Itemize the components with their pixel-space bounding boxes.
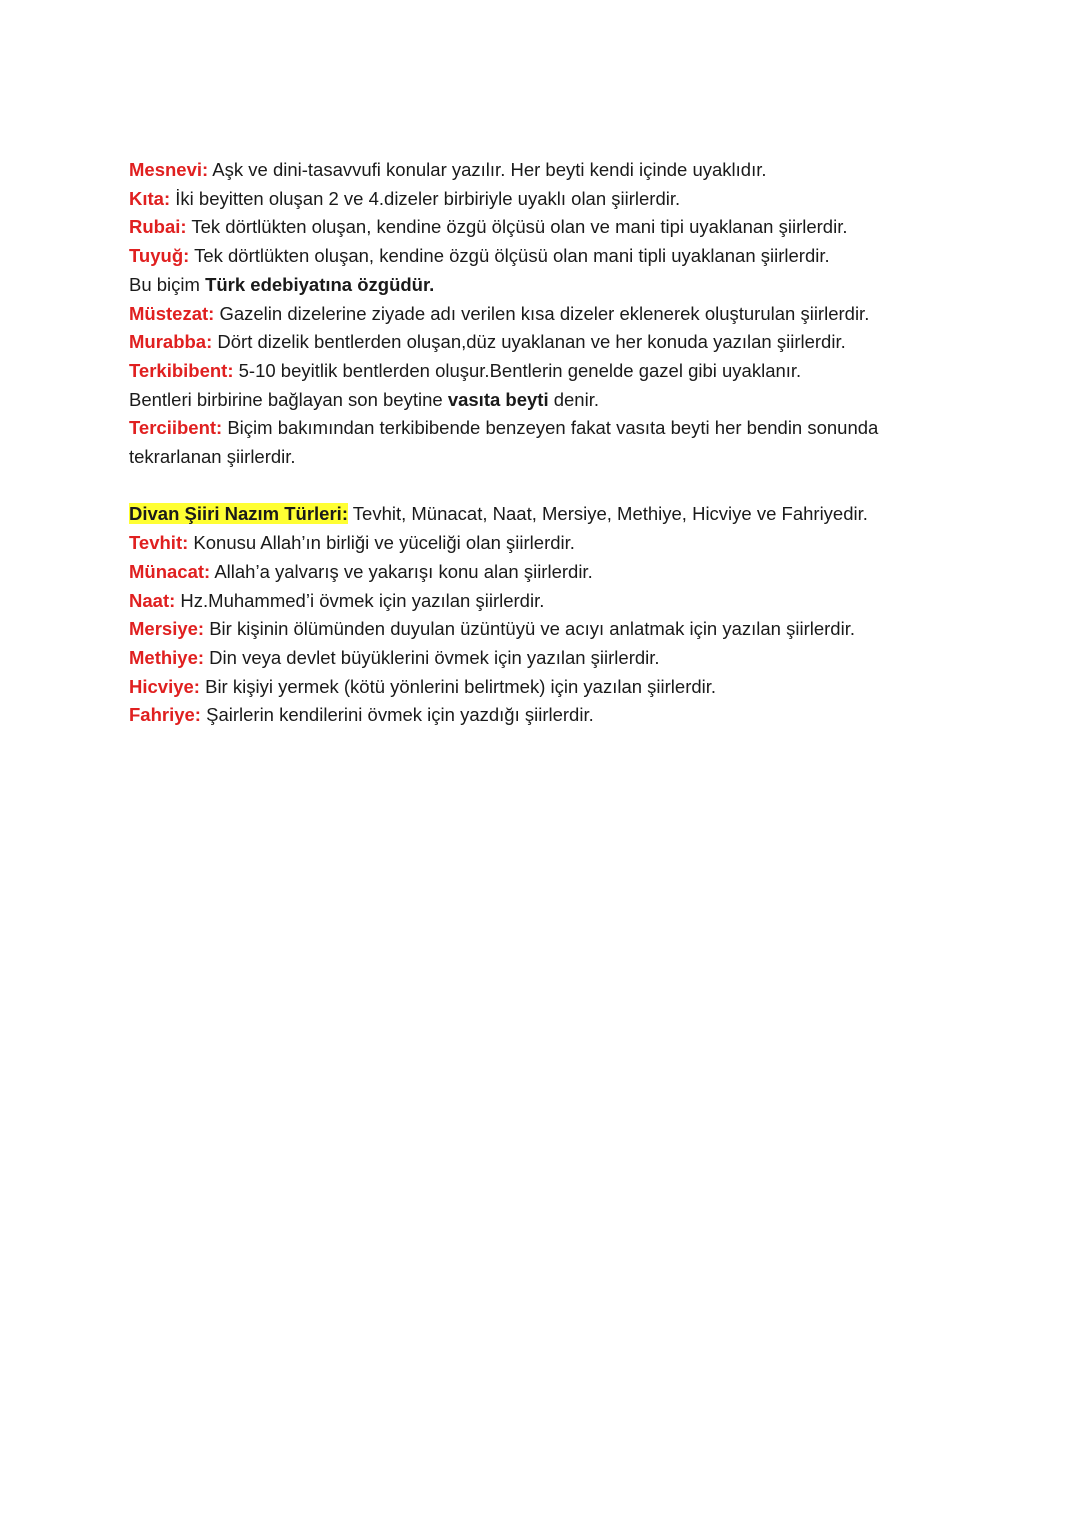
terciibent-term: Terciibent: (129, 417, 223, 439)
naat-line (129, 587, 989, 616)
mesnevi-term: Mesnevi: (129, 159, 209, 180)
tevhit-definition: Konusu Allah’ın birliği ve yüceliği olan şiirlerdir. (188, 532, 575, 554)
tuyug-line (129, 242, 989, 271)
terciibent-line-continued (129, 443, 989, 472)
kita-definition: İki beyitten oluşan 2 ve 4.dizeler birbiriyle uyaklı olan şiirlerdir. (170, 187, 681, 209)
murabba-definition: Dört dizelik bentlerden oluşan,düz uyaklanan ve her konuda yazılan şiirlerdir. (212, 331, 846, 353)
methiye-line (129, 644, 989, 673)
kita-line (129, 185, 989, 214)
mesnevi-line (129, 156, 989, 185)
bu-bicim-text: Bu biçim (129, 273, 206, 295)
mersiye-line (129, 615, 989, 644)
section-gap (129, 472, 989, 501)
munacat-term: Münacat: (129, 560, 211, 582)
murabba-term: Murabba: (129, 331, 213, 353)
fahriye-term: Fahriye: (129, 704, 201, 726)
terciibent-line (129, 414, 989, 443)
bu-bicim-line (129, 271, 989, 300)
rubai-definition: Tek dörtlükten oluşan, kendine özgü ölçüsü olan ve mani tipi uyaklanan şiirlerdir. (186, 216, 848, 238)
nazim-turleri-highlight: Divan Şiiri Nazım Türleri: (129, 503, 348, 525)
tuyug-term: Tuyuğ: (129, 245, 190, 267)
document-page (129, 156, 989, 730)
hicviye-definition: Bir kişiyi yermek (kötü yönlerini belirtmek) için yazılan şiirlerdir. (199, 675, 717, 697)
fahriye-line (129, 701, 989, 730)
nazim-turleri-heading (129, 500, 989, 529)
terkibibent-line (129, 357, 989, 386)
terkibibent-term: Terkibibent: (129, 359, 234, 381)
naat-definition: Hz.Muhammed’i övmek için yazılan şiirlerdir. (175, 589, 545, 611)
hicviye-term: Hicviye: (129, 675, 200, 697)
kita-term: Kıta: (129, 187, 171, 209)
methiye-term: Methiye: (129, 646, 205, 668)
tevhit-line (129, 529, 989, 558)
methiye-definition: Din veya devlet büyüklerini övmek için yazılan şiirlerdir. (204, 646, 660, 668)
rubai-line (129, 213, 989, 242)
mustezat-definition: Gazelin dizelerine ziyade adı verilen kısa dizeler eklenerek oluşturulan şiirlerdir. (214, 302, 870, 324)
mersiye-definition: Bir kişinin ölümünden duyulan üzüntüyü ve acıyı anlatmak için yazılan şiirlerdir. (204, 618, 855, 640)
naat-term: Naat: (129, 589, 176, 611)
munacat-line (129, 558, 989, 587)
mersiye-term: Mersiye: (129, 618, 205, 640)
terkibibent-definition: 5-10 beyitlik bentlerden oluşur.Bentlerin genelde gazel gibi uyaklanır. (233, 359, 802, 381)
vasita-beyti-bold: vasıta beyti (447, 388, 549, 410)
mesnevi-definition: Aşk ve dini-tasavvufi konular yazılır. Her beyti kendi içinde uyaklıdır. (208, 159, 767, 180)
mustezat-line (129, 300, 989, 329)
rubai-term: Rubai: (129, 216, 187, 238)
bentleri-post: denir. (548, 388, 599, 410)
tuyug-definition: Tek dörtlükten oluşan, kendine özgü ölçüsü olan mani tipli uyaklanan şiirlerdir. (189, 245, 830, 267)
terciibent-definition: Biçim bakımından terkibibende benzeyen fakat vasıta beyti her bendin sonunda (222, 417, 879, 439)
hicviye-line (129, 673, 989, 702)
terciibent-definition-continued: tekrarlanan şiirlerdir. (129, 446, 296, 468)
nazim-turleri-list: Tevhit, Münacat, Naat, Mersiye, Methiye, Hicviye ve Fahriyedir. (347, 503, 868, 525)
bentleri-line (129, 386, 989, 415)
bu-bicim-bold: Türk edebiyatına özgüdür. (205, 273, 435, 295)
bentleri-text: Bentleri birbirine bağlayan son beytine (129, 388, 448, 410)
tevhit-term: Tevhit: (129, 532, 189, 554)
fahriye-definition: Şairlerin kendilerini övmek için yazdığı şiirlerdir. (200, 704, 594, 726)
munacat-definition: Allah’a yalvarış ve yakarışı konu alan şiirlerdir. (210, 560, 593, 582)
mustezat-term: Müstezat: (129, 302, 215, 324)
murabba-line (129, 328, 989, 357)
